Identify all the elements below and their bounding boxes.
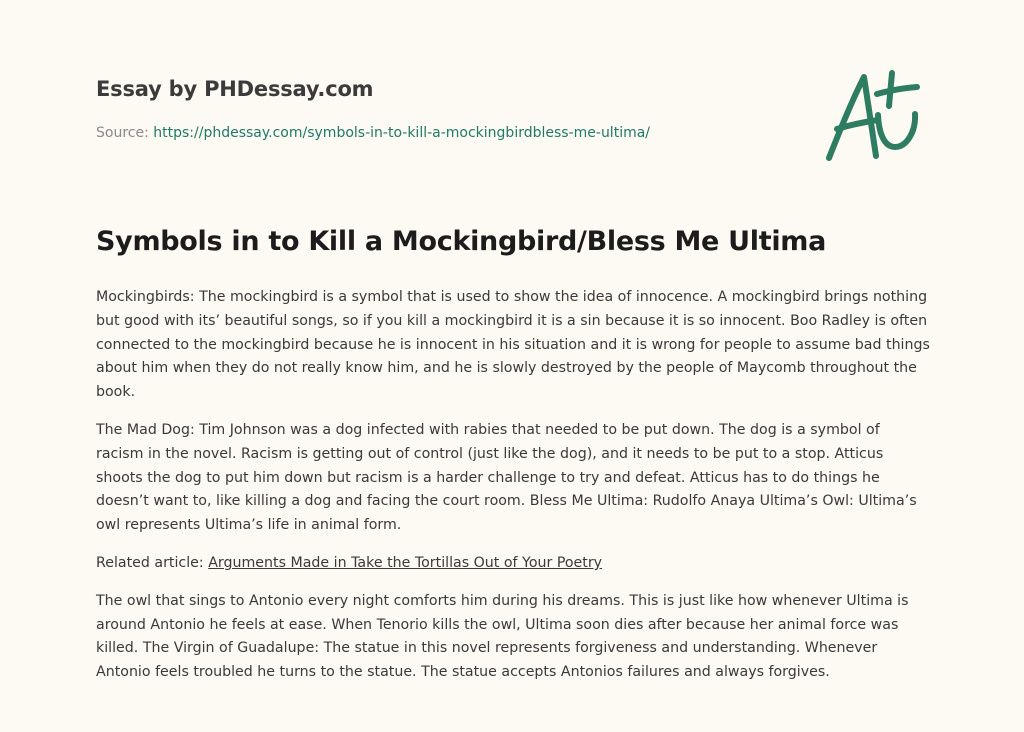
source-link[interactable]: https://phdessay.com/symbols-in-to-kill-a-mockingbirdbless-me-ultima/ xyxy=(153,125,651,141)
a-plus-logo xyxy=(822,68,930,164)
related-article xyxy=(96,552,930,576)
related-article-link[interactable]: Arguments Made in Take the Tortillas Out of Your Poetry xyxy=(208,554,603,571)
a-plus-logo-icon xyxy=(822,68,930,164)
site-name: Essay by PHDessay.com xyxy=(96,77,374,101)
paragraph-mad-dog: The Mad Dog: Tim Johnson was a dog infected with rabies that needed to be put down. The dog is a symbol of racism in the novel. Racism is getting out of control (just like the dog), and it needs to be put to a stop. Atticus shoots the dog to put him down but racism is a harder challenge to try and defeat. Atticus has to do things he doesn’t want to, like killing a dog and facing the court room. Bless Me Ultima: Rudolfo Anaya Ultima’s Owl: Ultima’s owl represents Ultima’s life in animal form. xyxy=(96,421,917,534)
essay-title: Symbols in to Kill a Mockingbird/Bless Me Ultima xyxy=(96,226,827,257)
source-label: Source: xyxy=(96,125,149,141)
paragraph-mockingbirds: Mockingbirds: The mockingbird is a symbol that is used to show the idea of innocence. A mockingbird brings nothing but good with its’ beautiful songs, so if you kill a mockingbird it is a sin because it is so innocent. Boo Radley is often connected to the mockingbird because he is innocent in his situation and it is wrong for people to assume bad things about him when they do not really know him, and he is slowly destroyed by the people of Maycomb throughout the book. xyxy=(96,289,930,401)
paragraph-owl: The owl that sings to Antonio every night comforts him during his dreams. This is just like how whenever Ultima is around Antonio he feels at ease. When Tenorio kills the owl, Ultima soon dies after because her animal force was killed. The Virgin of Guadalupe: The statue in this novel represents forgiveness and understanding. Whenever Antonio feels troubled he turns to the statue. The statue accepts Antonios failures and always forgives. xyxy=(96,592,909,681)
related-article-label: Related article: xyxy=(96,554,204,571)
source-line xyxy=(96,125,650,141)
essay-body xyxy=(96,286,930,699)
